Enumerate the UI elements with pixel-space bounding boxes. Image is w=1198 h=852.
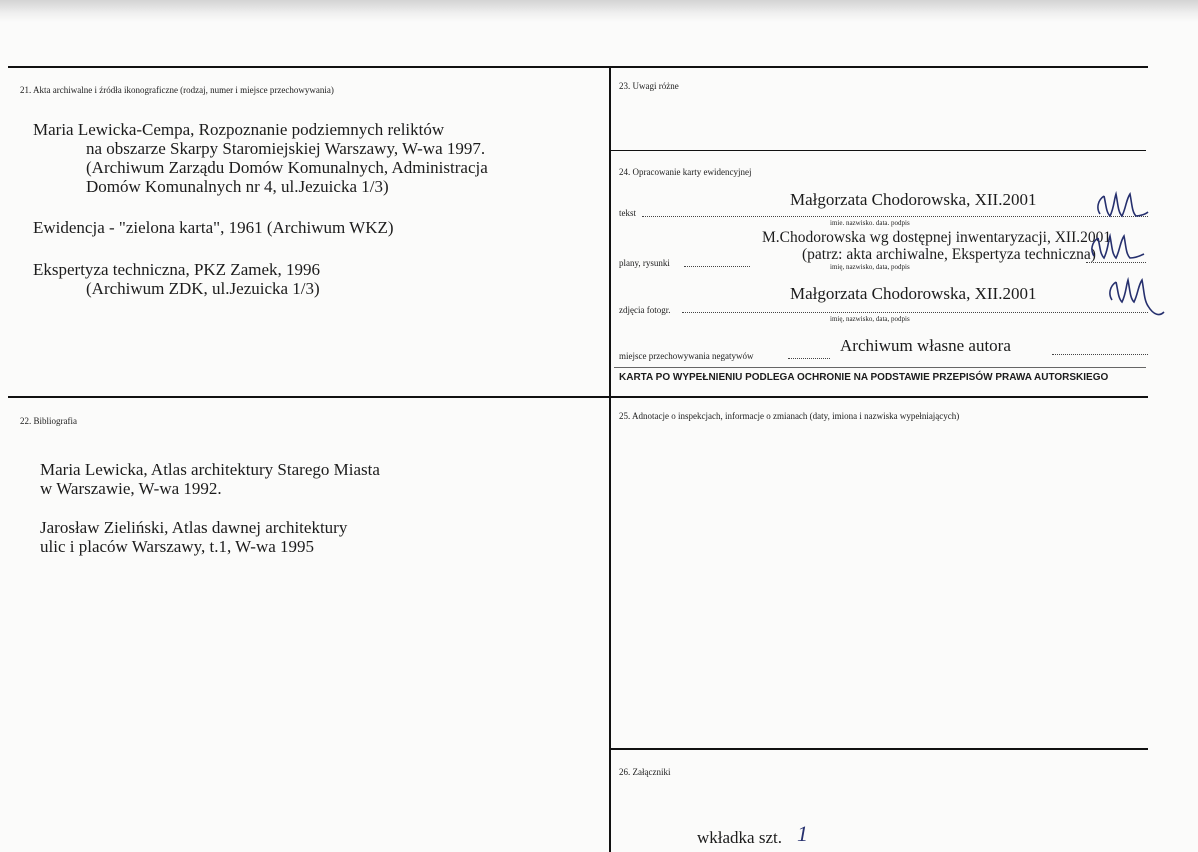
- plany-value-line-2: (patrz: akta archiwalne, Ekspertyza techniczna): [802, 246, 1096, 263]
- biblio-line-1: Maria Lewicka, Atlas architektury Starego Miasta: [40, 460, 380, 479]
- archive-line-4: Domów Komunalnych nr 4, ul.Jezuicka 1/3): [86, 177, 389, 196]
- plany-sublabel: imię, nazwisko, data, podpis: [830, 263, 910, 271]
- tekst-value: Małgorzata Chodorowska, XII.2001: [790, 190, 1037, 209]
- rule-26: [610, 748, 1148, 750]
- section-24-heading: 24. Opracowanie karty ewidencyjnej: [619, 167, 752, 177]
- archive-line-2: na obszarze Skarpy Staromiejskiej Warszawy, W-wa 1997.: [86, 139, 486, 158]
- signature-tekst: [1092, 190, 1162, 230]
- middle-rule: [8, 396, 1148, 398]
- copyright-notice: KARTA PO WYPEŁNIENIU PODLEGA OCHRONIE NA PODSTAWIE PRZEPISÓW PRAWA AUTORSKIEGO: [619, 372, 1109, 383]
- plany-leader: [684, 266, 750, 267]
- tekst-sublabel: imie. nazwisko. data. podpis: [830, 219, 910, 227]
- rule-23-24: [610, 150, 1146, 151]
- biblio-line-4: ulic i placów Warszawy, t.1, W-wa 1995: [40, 537, 315, 556]
- biblio-line-2: w Warszawie, W-wa 1992.: [40, 479, 222, 498]
- negatives-location-label: miejsce przechowywania negatywów: [619, 351, 754, 361]
- attachment-count: 1: [797, 821, 808, 846]
- top-rule: [8, 66, 1148, 68]
- plany-value-line-1: M.Chodorowska wg dostępnej inwentaryzacji, XII.2001: [762, 229, 1112, 246]
- section-26-heading: 26. Załączniki: [619, 767, 671, 777]
- section-21-heading: 21. Akta archiwalne i źródła ikonograficzne (rodzaj, numer i miejsce przechowywania): [20, 85, 334, 95]
- tekst-label: tekst: [619, 208, 636, 218]
- plany-label: plany, rysunki: [619, 258, 670, 268]
- signature-zdjecia: [1104, 276, 1174, 322]
- column-divider: [609, 66, 611, 852]
- tekst-leader: [642, 216, 1148, 217]
- negatives-location-value: Archiwum własne autora: [840, 336, 1011, 355]
- biblio-line-3: Jarosław Zieliński, Atlas dawnej architektury: [40, 518, 348, 537]
- zdjecia-sublabel: imię, nazwisko, data, podpis: [830, 315, 910, 323]
- zdjecia-value: Małgorzata Chodorowska, XII.2001: [790, 284, 1037, 303]
- section-22-heading: 22. Bibliografia: [20, 416, 77, 426]
- archive-line-5: Ewidencja - "zielona karta", 1961 (Archiwum WKZ): [33, 218, 394, 237]
- negatives-leader-right: [1052, 354, 1148, 355]
- archive-line-7: (Archiwum ZDK, ul.Jezuicka 1/3): [86, 279, 320, 298]
- scan-shadow: [0, 0, 1198, 22]
- archive-line-3: (Archiwum Zarządu Domów Komunalnych, Administracja: [86, 158, 488, 177]
- signature-plany: [1086, 232, 1156, 272]
- zdjecia-leader: [682, 312, 1148, 313]
- copyright-rule: [614, 367, 1146, 368]
- negatives-leader-left: [788, 358, 830, 359]
- section-25-heading: 25. Adnotacje o inspekcjach, informacje o zmianach (daty, imiona i nazwiska wypełniających): [619, 411, 960, 421]
- archive-line-1: Maria Lewicka-Cempa, Rozpoznanie podziemnych reliktów: [33, 120, 445, 139]
- zdjecia-label: zdjęcia fotogr.: [619, 305, 671, 315]
- attachment-label: wkładka szt.: [697, 828, 782, 847]
- section-23-heading: 23. Uwagi różne: [619, 81, 679, 91]
- archive-line-6: Ekspertyza techniczna, PKZ Zamek, 1996: [33, 260, 321, 279]
